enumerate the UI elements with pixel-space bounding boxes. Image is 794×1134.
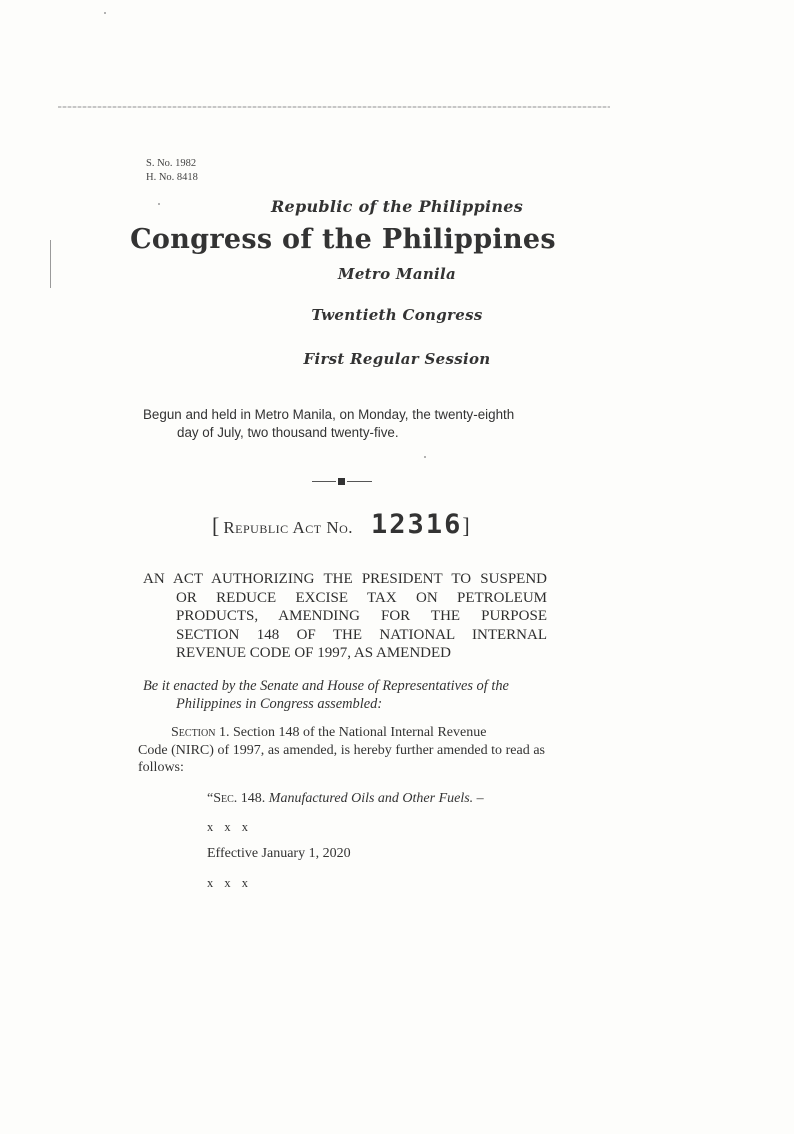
enacting-line-2: Philippines in Congress assembled: — [176, 696, 383, 712]
effective-date: Effective January 1, 2020 — [207, 846, 351, 861]
quoted-section-prefix: “Sec. 148. — [207, 791, 266, 806]
republic-act-number — [212, 509, 470, 540]
location-heading: Metro Manila — [337, 265, 457, 283]
session-heading: First Regular Session — [303, 350, 491, 368]
enacting-line-1: Be it enacted by the Senate and House of Representatives of the — [143, 678, 509, 694]
quoted-section-heading — [207, 791, 484, 807]
divider-ornament — [312, 478, 372, 486]
republic-heading: Republic of the Philippines — [270, 197, 524, 216]
congress-number-heading: Twentieth Congress — [311, 306, 483, 324]
title-line: REVENUE CODE OF 1997, AS AMENDED — [176, 645, 452, 661]
begun-line-1: Begun and held in Metro Manila, on Monday, the twenty-eighth — [143, 407, 515, 422]
scan-speck — [424, 456, 426, 458]
republic-act-label: Republic Act No. — [223, 518, 354, 537]
scan-top-rule — [58, 106, 610, 108]
bill-numbers — [146, 157, 198, 185]
congress-heading: Congress of the Philippines — [130, 224, 556, 255]
title-line: PRODUCTS, AMENDING FOR THE PURPOSE — [176, 608, 547, 624]
scan-speck — [104, 12, 106, 14]
section-text-rest: Code (NIRC) of 1997, as amended, is hereby further amended to read as follows: — [138, 742, 545, 775]
begun-line-2: day of July, two thousand twenty-five. — [177, 425, 399, 440]
close-bracket: ] — [462, 513, 470, 538]
begun-clause — [143, 406, 553, 442]
ellipsis-marker: x x x — [207, 876, 252, 890]
section-1 — [138, 724, 545, 777]
senate-bill-number: S. No. 1982 — [146, 158, 197, 169]
quoted-section-title: Manufactured Oils and Other Fuels. – — [268, 791, 484, 806]
section-text-line-1: Section 148 of the National Internal Revenue — [232, 725, 487, 740]
act-title — [143, 570, 547, 663]
act-number: 12316 — [371, 509, 463, 540]
section-label: Section 1. — [171, 725, 230, 740]
title-line: AN ACT AUTHORIZING THE PRESIDENT TO SUSPEND — [143, 571, 547, 587]
house-bill-number: H. No. 8418 — [146, 172, 198, 183]
title-line: SECTION 148 OF THE NATIONAL INTERNAL — [176, 626, 547, 643]
title-line: OR REDUCE EXCISE TAX ON PETROLEUM — [176, 589, 547, 606]
open-bracket: [ — [212, 513, 220, 538]
enacting-clause — [143, 677, 547, 713]
ellipsis-marker: x x x — [207, 820, 252, 834]
